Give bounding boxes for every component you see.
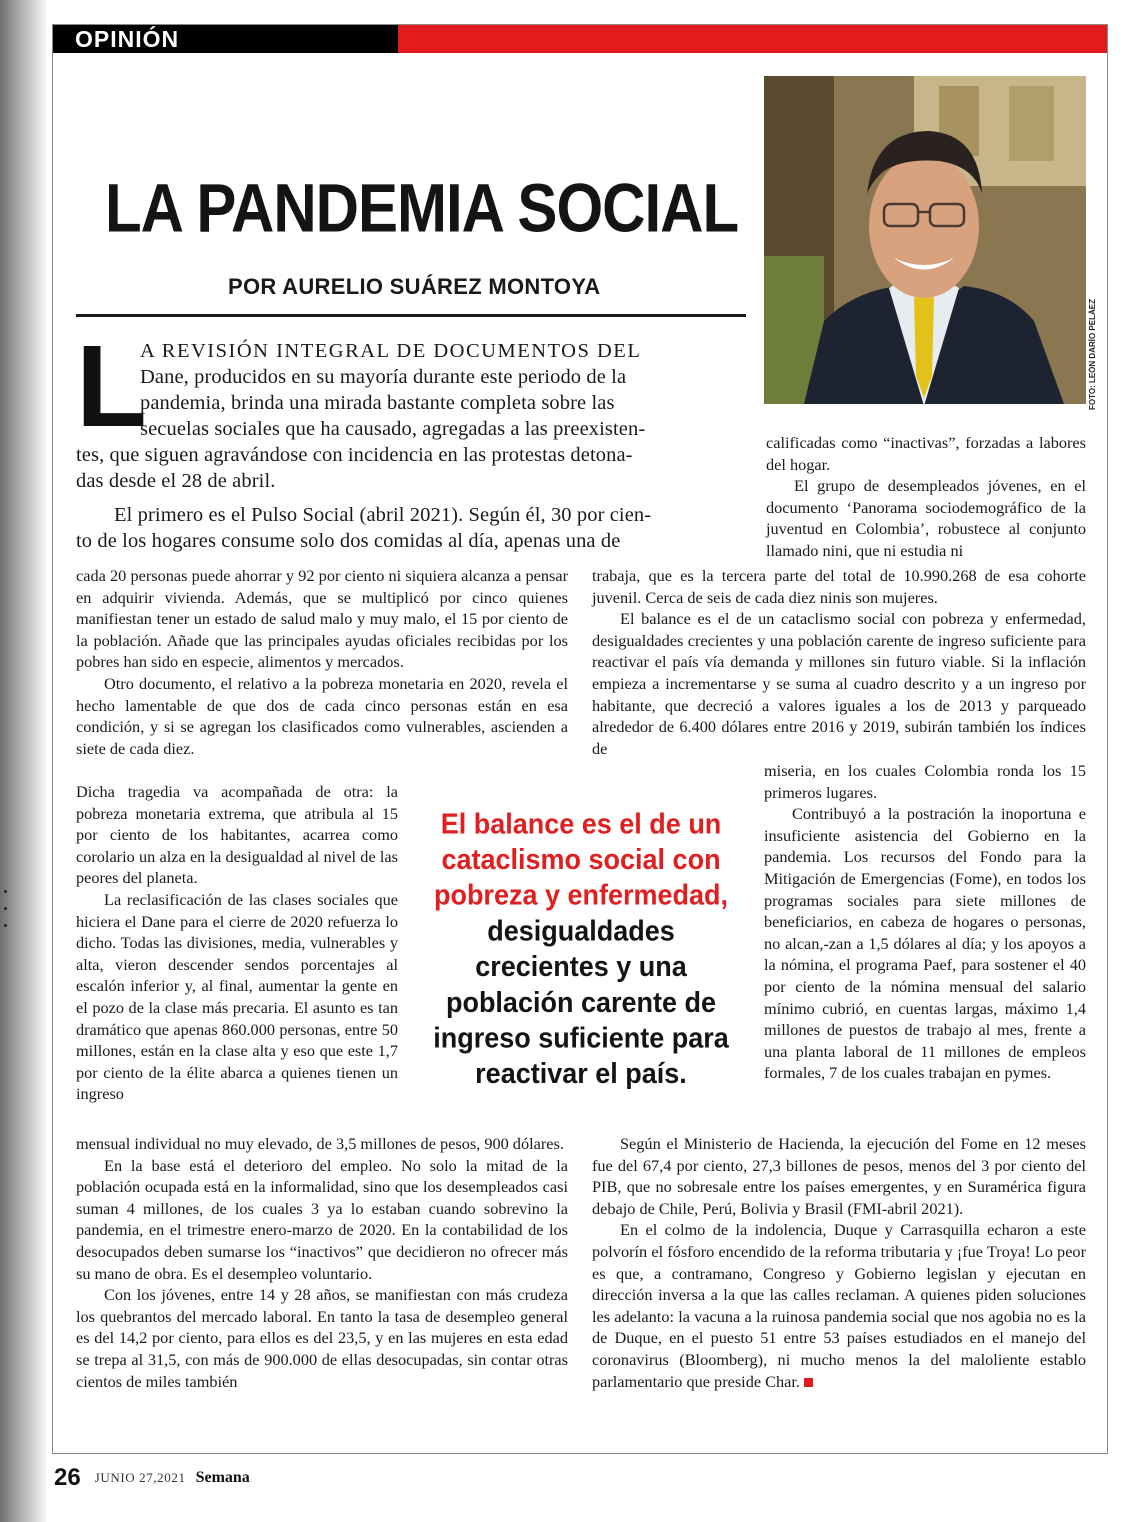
left-paragraph-1: cada 20 personas puede ahorrar y 92 por ciento ni siquiera alcanza a pensar en adquirir vivienda. Además, que se multiplicó por cinco quienes manifiestan tener un estado de salud malo y muy malo, el 15 por ciento de la población. Añade que las principales ayudas oficiales recibidas por los pobres han sido en especie, alimentos y mercados. — [76, 566, 568, 672]
right-top-column — [766, 432, 1086, 562]
right-top-paragraph-2: El grupo de desempleados jóvenes, en el documento ‘Panorama sociodemográfico de la juventud en Colombia’, robustece al conjunto llamado nini, que ni estudia ni — [766, 476, 1086, 560]
right-paragraph-5: Según el Ministerio de Hacienda, la ejecución del Fome en 12 meses fue del 67,4 por ciento, 27,3 billones de pesos, menos del 3 por ciento del PIB, que no sobresale entre los países emergentes, y en Suramérica figura debajo de Chile, Perú, Bolivia y Brasil (FMI-abril 2021). — [592, 1134, 1086, 1218]
left-paragraph-2: Otro documento, el relativo a la pobreza monetaria en 2020, revela el hecho lamentable de que dos de cada cinco personas están en esa condición, y si se agregan los clasificados como vulnerables, ascienden a siete de cada diez. — [76, 673, 568, 758]
lead-line-5: tes, que siguen agravándose con incidencia en las protestas detona- — [76, 444, 633, 466]
lead-line-3: pandemia, brinda una mirada bastante completa sobre las — [140, 392, 615, 414]
end-mark-icon — [804, 1378, 813, 1387]
page-number: 26 — [54, 1464, 81, 1491]
lead-line-4: secuelas sociales que ha causado, agregadas a las preexisten- — [140, 418, 646, 440]
left-column-bottom — [76, 1133, 568, 1392]
pull-quote-line-4: desigualdades — [487, 915, 675, 947]
issue-date: JUNIO 27,2021 — [94, 1470, 186, 1485]
right-paragraph-1: trabaja, que es la tercera parte del total de 10.990.268 de esa cohorte juvenil. Cerca de seis de cada diez ninis son mujeres. — [592, 566, 1086, 607]
right-paragraph-3: miseria, en los cuales Colombia ronda los 15 primeros lugares. — [764, 761, 1086, 802]
lead-paragraph-bottom — [76, 442, 742, 554]
right-paragraph-6 — [592, 1219, 1086, 1392]
article-byline: POR AURELIO SUÁREZ MONTOYA — [228, 274, 601, 299]
pull-quote-line-6: población carente de — [445, 986, 717, 1019]
left-column-top — [76, 565, 568, 759]
left-column-middle — [76, 781, 398, 1105]
pull-quote-red-line-2: cataclismo social con — [441, 843, 721, 876]
author-photo — [764, 76, 1086, 404]
lead-para2-line-1: El primero es el Pulso Social (abril 2021). Según él, 30 por cien- — [114, 504, 652, 526]
lead-para2-line-2: to de los hogares consume solo dos comidas al día, apenas una de — [76, 530, 621, 552]
left-paragraph-3: Dicha tragedia va acompañada de otra: la pobreza monetaria extrema, que atribula al 15 por ciento de los habitantes, acarrea como corolario un alza en la desigualdad al nivel de las peores del planeta. — [76, 782, 398, 888]
section-label: OPINIÓN — [75, 26, 180, 52]
photo-credit: FOTO: LEÓN DARÍO PELÁEZ — [1088, 299, 1097, 410]
pull-quote-red-line-3: pobreza y enfermedad, — [433, 879, 729, 911]
magazine-name: Semana — [195, 1469, 250, 1486]
right-column-bottom — [592, 1133, 1086, 1392]
right-column-top — [592, 565, 1086, 759]
left-paragraph-5: mensual individual no muy elevado, de 3,5 millones de pesos, 900 dólares. — [76, 1134, 564, 1153]
lead-paragraph-top — [140, 338, 742, 442]
right-top-paragraph-1: calificadas como “inactivas”, forzadas a labores del hogar. — [766, 433, 1086, 474]
right-paragraph-6-text: En el colmo de la indolencia, Duque y Carrasquilla echaron a este polvorín el fósforo encendido de la reforma tributaria y ¡fue Troya! Lo peor es que, a contramano, Congreso y Gobierno legislan y ejecutan en dirección inversa a la que las calles reclaman. A quienes piden soluciones les adelanto: la vacuna a la ruinosa pandemia social que nos agobia no es la de Duque, en el puesto 51 entre 53 países estudiados en el manejo del coronavirus (Bloomberg), ni mucho menos la del maloliente establo parlamentario que preside Char. — [592, 1220, 1086, 1391]
headline-rule — [76, 314, 746, 317]
right-paragraph-4: Contribuyó a la postración la inoportuna e insuficiente asistencia del Gobierno en la pandemia. Los recursos del Fondo para la Mitigación de Emergencias (Fome), en todos los programas sociales para siete millones de beneficiarios, en cabeza de hogares o personas, no alcan,-zan a 1,5 dólares al día; y los apoyos a la nómina, el programa Paef, para sostener el 40 por ciento de la nómina mensual del salario mínimo cubrió, en cuentas largas, máximo 1,4 millones de puestos de trabajo al mes, frente a una planta laboral de 11 millones de empleos formales, 7 de los cuales trabajan en pymes. — [764, 804, 1086, 1083]
right-column-middle — [764, 760, 1086, 1084]
author-portrait-illustration — [764, 76, 1086, 404]
left-paragraph-4: La reclasificación de las clases sociales que hiciera el Dane para el cierre de 2020 refuerza lo dicho. Todas las divisiones, media, vulnerables y alta, vieron descender sendos porcentajes al escalón inferior y, al final, aumentar la gente en el pozo de la clase más precaria. El asunto es tan dramático que apenas 860.000 personas, entre 50 millones, están en la clase alta y eso que este 1,7 por ciento de la élite abarca a quienes tienen un ingreso — [76, 889, 398, 1104]
right-paragraph-2: El balance es el de un cataclismo social con pobreza y enfermedad, desigualdades crecientes y una población carente de ingreso suficiente para reactivar el país vía demanda y millones sin futuro viable. Si la inflación empieza a incrementarse y se suma al cuadro descrito y a un ingreso por habitante, que decreció a valores iguales a los de 2013 y parqueado alrededor de 6.400 dólares entre 2016 y 2019, subirán también los índices de — [592, 609, 1086, 758]
pull-quote — [424, 806, 738, 1092]
lead-line-2: Dane, producidos en su mayoría durante este periodo de la — [140, 366, 627, 388]
pull-quote-red-line-1: El balance es el de un — [440, 808, 722, 840]
article-headline: LA PANDEMIA SOCIAL — [105, 169, 739, 247]
left-paragraph-6: En la base está el deterioro del empleo. No solo la mitad de la población ocupada está en la informalidad, sino que los desempleados casi suman 4 millones, de los cuales 3 ya lo estaban cuando sobrevino la pandemia, en el trimestre enero-marzo de 2020. En la contabilidad de los desocupados deben sumarse los “inactivos” que decidieron no ofrecer más su mano de obra. Es el desempleo voluntario. — [76, 1155, 568, 1283]
left-paragraph-7: Con los jóvenes, entre 14 y 28 años, se manifiestan con más crudeza los quebrantos del mercado laboral. En tanto la tasa de desempleo general es del 14,2 por ciento, para ellos es del 23,5, y en las mujeres en esta edad se trepa al 31,5, con más de 900.000 de ellas desocupadas, sin contar otras cientos de miles también — [76, 1285, 568, 1391]
lead-line-6: das desde el 28 de abril. — [76, 470, 276, 492]
section-bar — [53, 25, 1107, 53]
pull-quote-line-8: reactivar el país. — [475, 1058, 687, 1090]
page-edge-shadow — [0, 0, 46, 1522]
binding-dots — [4, 890, 7, 930]
lead-line-1: A REVISIÓN INTEGRAL DE DOCUMENTOS DEL — [140, 340, 642, 362]
pull-quote-line-5: crecientes y una — [475, 950, 687, 983]
page-footer — [54, 1464, 250, 1492]
drop-cap: L — [76, 321, 147, 451]
pull-quote-line-7: ingreso suficiente para — [433, 1022, 729, 1054]
